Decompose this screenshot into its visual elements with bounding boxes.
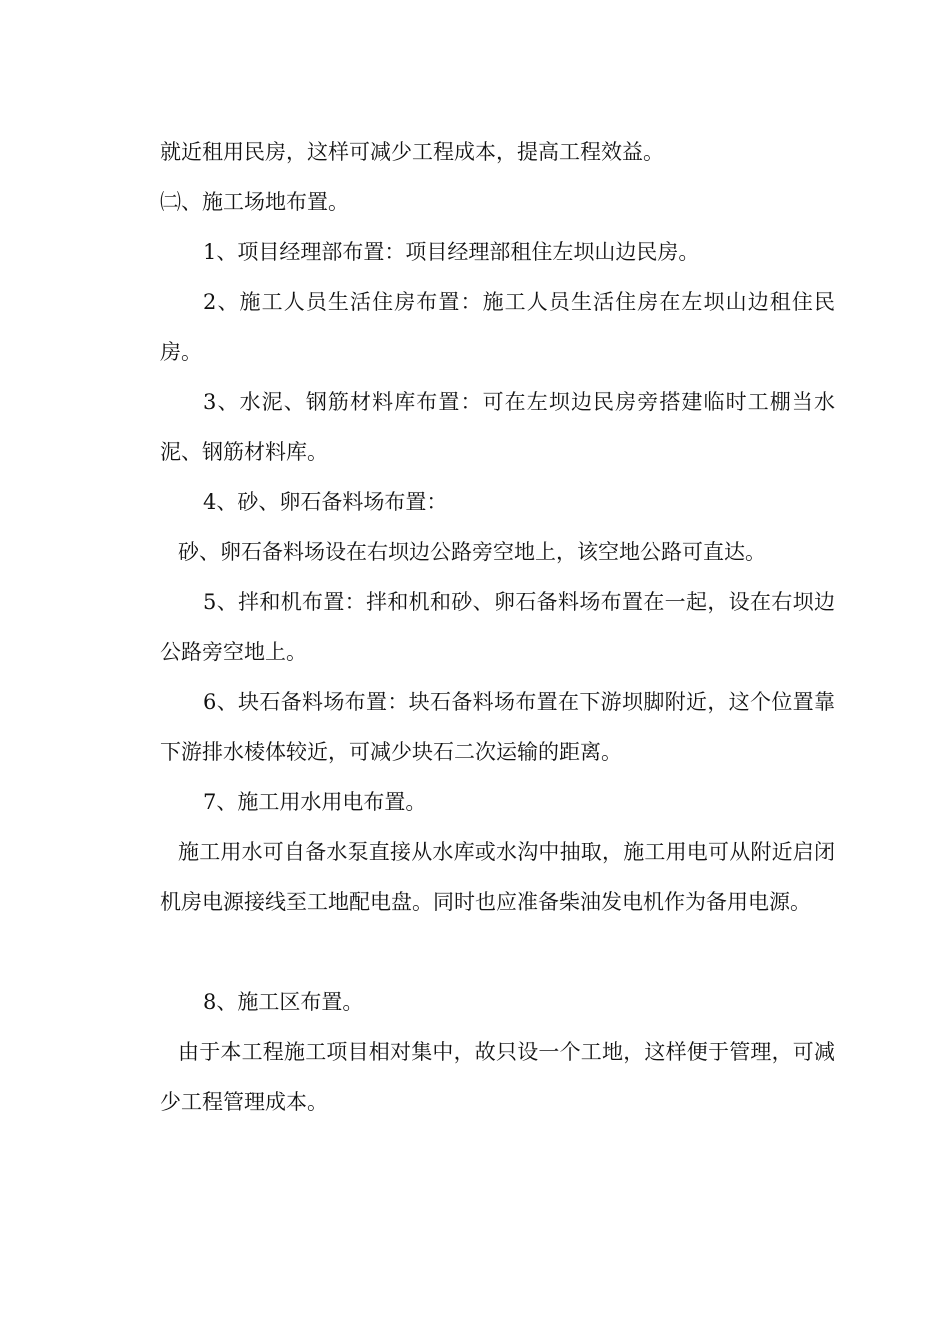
paragraph-continuation: 就近租用民房，这样可减少工程成本，提高工程效益。 <box>160 140 664 164</box>
list-item-8-detail: 由于本工程施工项目相对集中，故只设一个工地，这样便于管理，可减少工程管理成本。 <box>160 1040 835 1114</box>
list-item-7-detail: 施工用水可自备水泵直接从水库或水沟中抽取，施工用电可从附近启闭机房电源接线至工地配电盘。同时也应准备柴油发电机作为备用电源。 <box>160 840 835 914</box>
list-item-2: 2、施工人员生活住房布置：施工人员生活住房在左坝山边租住民房。 <box>160 290 835 364</box>
list-item-7: 7、施工用水用电布置。 <box>203 790 427 814</box>
list-item-4: 4、砂、卵石备料场布置： <box>203 490 448 514</box>
list-item-3: 3、水泥、钢筋材料库布置：可在左坝边民房旁搭建临时工棚当水泥、钢筋材料库。 <box>160 390 835 464</box>
list-item-5: 5、拌和机布置：拌和机和砂、卵石备料场布置在一起，设在右坝边公路旁空地上。 <box>160 590 835 664</box>
list-item-4-detail: 砂、卵石备料场设在右坝边公路旁空地上，该空地公路可直达。 <box>178 540 766 564</box>
list-item-1: 1、项目经理部布置：项目经理部租住左坝山边民房。 <box>203 240 700 264</box>
section-heading: ㈡、施工场地布置。 <box>160 190 349 214</box>
list-item-6: 6、块石备料场布置：块石备料场布置在下游坝脚附近，这个位置靠下游排水棱体较近，可减少块石二次运输的距离。 <box>160 690 835 764</box>
list-item-8: 8、施工区布置。 <box>203 990 364 1014</box>
